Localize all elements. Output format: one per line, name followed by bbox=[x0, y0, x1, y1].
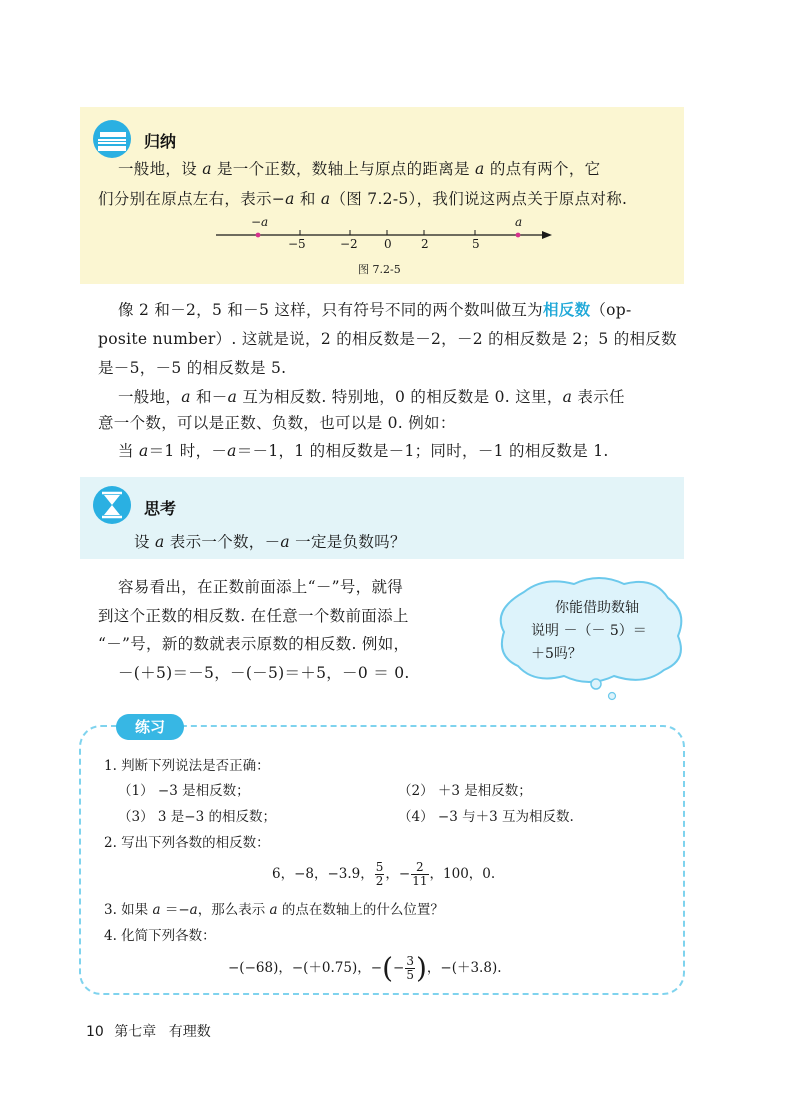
paragraph-3: 当 a＝1 时，－a＝－1，1 的相反数是－1；同时，－1 的相反数是 1. bbox=[118, 442, 609, 460]
paragraph-2-line-1: 一般地，a 和－a 互为相反数. 特别地，0 的相反数是 0. 这里，a 表示任 bbox=[118, 388, 625, 406]
exercise-q4-expressions: −(−68)，−(＋0.75)，−(− $\frac{3}{5}$ )，−(＋3.8). bbox=[228, 951, 502, 985]
bubble-line-2: 说明 －（－ 5）＝ bbox=[531, 623, 647, 639]
label-a: a bbox=[515, 215, 523, 229]
chapter-title: 有理数 bbox=[168, 1024, 211, 1040]
tick-label: −2 bbox=[340, 237, 358, 251]
think-question: 设 a 表示一个数，－a 一定是负数吗？ bbox=[134, 533, 406, 551]
tick-label: 5 bbox=[472, 237, 480, 251]
body2-line-2: 到这个正数的相反数. 在任意一个数前面添上 bbox=[98, 607, 409, 625]
exercise-q1-1: （1） −3 是相反数； bbox=[118, 783, 250, 799]
chapter-label: 第七章 bbox=[114, 1024, 157, 1040]
tick-label: 2 bbox=[421, 237, 429, 251]
bubble-line-3: ＋5吗？ bbox=[531, 646, 582, 662]
fraction: $\frac{3}{5}$ bbox=[406, 954, 414, 982]
exercise-q3: 3. 如果 a ＝−a，那么表示 a 的点在数轴上的什么位置？ bbox=[104, 902, 444, 918]
paragraph-2-line-2: 意一个数，可以是正数、负数，也可以是 0. 例如： bbox=[98, 414, 456, 432]
exercise-q1-4: （4） −3 与＋3 互为相反数. bbox=[398, 809, 574, 825]
tick-label: 0 bbox=[384, 237, 392, 251]
paragraph-1-line-2: posite number）. 这就是说，2 的相反数是－2，－2 的相反数是 2；5 的相反数 bbox=[98, 330, 677, 348]
point-neg-a bbox=[256, 233, 261, 238]
page-number: 10 bbox=[86, 1024, 104, 1040]
figure-caption: 图 7.2-5 bbox=[358, 263, 401, 276]
fraction: $\frac{2}{11}$ bbox=[412, 860, 428, 888]
term-opposite-number: 相反数 bbox=[542, 301, 591, 319]
exercise-q1-3: （3） 3 是−3 的相反数； bbox=[118, 809, 276, 825]
point-a bbox=[516, 233, 521, 238]
exercise-q1: 1. 判断下列说法是否正确： bbox=[104, 758, 270, 774]
summary-title: 归纳 bbox=[144, 132, 177, 151]
page-footer bbox=[86, 1021, 211, 1041]
books-icon bbox=[92, 119, 136, 159]
label-neg-a: −a bbox=[251, 215, 269, 229]
fraction: $\frac{5}{2}$ bbox=[375, 860, 384, 888]
exercise-q4: 4. 化简下列各数： bbox=[104, 928, 216, 944]
body2-line-1: 容易看出，在正数前面添上“－”号，就得 bbox=[118, 578, 404, 596]
paragraph-1-line-1: 像 2 和－2，5 和－5 这样，只有符号不同的两个数叫做互为相反数（op- bbox=[118, 301, 632, 319]
body2-example: －(＋5)＝－5，－(－5)＝＋5，－0 ＝ 0. bbox=[118, 664, 410, 682]
exercise-q2-numbers: 6，−8，−3.9， $\frac{5}{2}$ ，− $\frac{2}{11}$ ，100，0. bbox=[272, 860, 496, 888]
exercise-q1-2: （2） ＋3 是相反数； bbox=[398, 783, 532, 799]
summary-line-2: 们分别在原点左右，表示−a 和 a（图 7.2-5），我们说这两点关于原点对称. bbox=[98, 190, 628, 208]
body2-line-3: “－”号，新的数就表示原数的相反数. 例如， bbox=[98, 635, 410, 653]
tick-label: −5 bbox=[288, 237, 306, 251]
exercise-q2: 2. 写出下列各数的相反数： bbox=[104, 835, 270, 851]
exercise-tag: 练习 bbox=[116, 714, 184, 740]
hourglass-icon bbox=[92, 485, 136, 525]
bubble-line-1: 你能借助数轴 bbox=[555, 600, 639, 616]
paragraph-1-line-3: 是－5，－5 的相反数是 5. bbox=[98, 359, 287, 377]
think-title: 思考 bbox=[144, 499, 177, 518]
summary-line-1: 一般地，设 a 是一个正数，数轴上与原点的距离是 a 的点有两个，它 bbox=[118, 160, 601, 178]
